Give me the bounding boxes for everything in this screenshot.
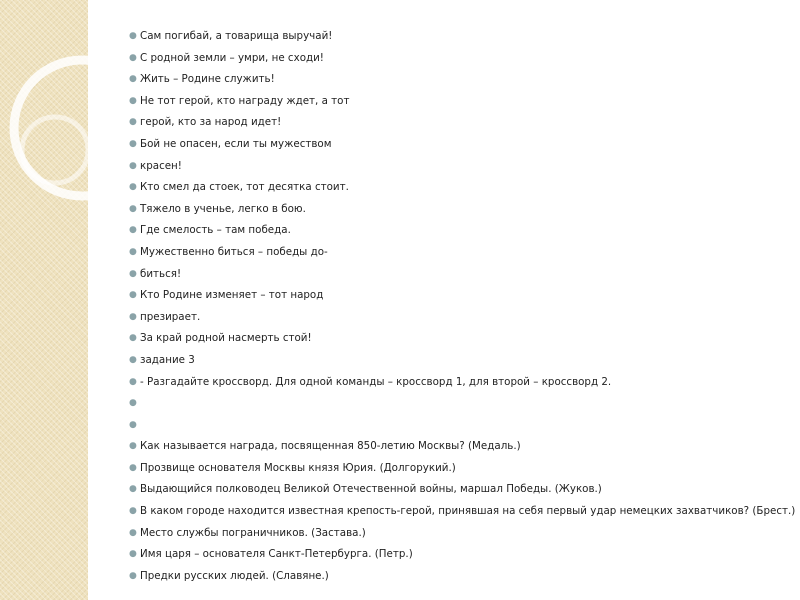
- bullet-icon: ●: [129, 398, 137, 409]
- bullet-icon: ●: [129, 225, 137, 236]
- list-item: [128, 91, 795, 113]
- decorative-rings: [0, 0, 88, 600]
- list-item: [128, 156, 795, 178]
- bullet-icon: ●: [129, 311, 137, 322]
- list-item-text: Бой не опасен, если ты мужеством: [140, 137, 332, 150]
- bullet-icon: ●: [129, 203, 137, 214]
- list-item: [128, 566, 795, 588]
- list-item: [128, 479, 795, 501]
- bullet-icon: ●: [129, 182, 137, 193]
- list-item-text: Не тот герой, кто награду ждет, а тот: [140, 94, 350, 107]
- list-item: [128, 199, 795, 221]
- bullet-icon: ●: [129, 290, 137, 301]
- bullet-list: [128, 26, 795, 587]
- list-item-text: Где смелость – там победа.: [140, 224, 291, 237]
- bullet-icon: ●: [129, 74, 137, 85]
- list-item: [128, 177, 795, 199]
- list-item-text: С родной земли – умри, не сходи!: [140, 51, 324, 64]
- list-item: [128, 134, 795, 156]
- list-item: [128, 69, 795, 91]
- list-item: [128, 220, 795, 242]
- list-item: [128, 307, 795, 329]
- list-item: [128, 48, 795, 70]
- list-item-text: герой, кто за народ идет!: [140, 116, 282, 129]
- bullet-icon: ●: [129, 484, 137, 495]
- bullet-icon: ●: [129, 268, 137, 279]
- bullet-icon: ●: [129, 462, 137, 473]
- list-item: [128, 242, 795, 264]
- bullet-icon: ●: [129, 570, 137, 581]
- list-item-text: Выдающийся полководец Великой Отечественной войны, маршал Победы. (Жуков.): [140, 483, 602, 496]
- decorative-side-panel: [0, 0, 88, 600]
- bullet-icon: ●: [129, 246, 137, 257]
- list-item-text: Кто смел да стоек, тот десятка стоит.: [140, 181, 349, 194]
- list-item-text: красен!: [140, 159, 182, 172]
- bullet-icon: ●: [129, 441, 137, 452]
- bullet-icon: ●: [129, 160, 137, 171]
- panel-divider: [88, 0, 89, 600]
- list-item: [128, 523, 795, 545]
- list-item-text: Место службы пограничников. (Застава.): [140, 526, 366, 539]
- bullet-icon: ●: [129, 376, 137, 387]
- list-item-text: презирает.: [140, 310, 201, 323]
- bullet-icon: ●: [129, 52, 137, 63]
- list-item: [128, 328, 795, 350]
- list-item-text: Мужественно биться – победы до-: [140, 245, 328, 258]
- list-item-text: За край родной насмерть стой!: [140, 332, 312, 345]
- small-ring: [22, 117, 88, 183]
- list-item-text: В каком городе находится известная крепость-герой, принявшая на себя первый удар немецких захватчиков? (Брест.): [140, 505, 796, 518]
- list-item: [128, 544, 795, 566]
- list-item: [128, 372, 795, 394]
- bullet-icon: ●: [129, 138, 137, 149]
- bullet-icon: ●: [129, 31, 137, 41]
- list-item: [128, 415, 795, 437]
- list-item-text: задание 3: [140, 353, 195, 366]
- list-item-text: Тяжело в ученье, легко в бою.: [140, 202, 306, 215]
- list-item-text: биться!: [140, 267, 182, 280]
- list-item: [128, 458, 795, 480]
- bullet-icon: ●: [129, 506, 137, 517]
- bullet-icon: ●: [129, 527, 137, 538]
- list-item: [128, 285, 795, 307]
- list-item-text: Как называется награда, посвященная 850-летию Москвы? (Медаль.): [140, 440, 521, 453]
- list-item-text: Прозвище основателя Москвы князя Юрия. (Долгорукий.): [140, 461, 456, 474]
- list-item: [128, 393, 795, 415]
- list-item-text: Кто Родине изменяет – тот народ: [140, 289, 324, 302]
- list-item: [128, 350, 795, 372]
- bullet-icon: ●: [129, 117, 137, 128]
- bullet-icon: ●: [129, 549, 137, 560]
- list-item: [128, 264, 795, 286]
- list-item-text: - Разгадайте кроссворд. Для одной команды – кроссворд 1, для второй – кроссворд 2.: [140, 375, 612, 388]
- list-item-text: Сам погибай, а товарища выручай!: [140, 30, 333, 42]
- list-item-text: Предки русских людей. (Славяне.): [140, 569, 329, 582]
- list-item: [128, 112, 795, 134]
- bullet-icon: ●: [129, 354, 137, 365]
- bullet-icon: ●: [129, 333, 137, 344]
- list-item-text: Имя царя – основателя Санкт-Петербурга. (Петр.): [140, 548, 413, 561]
- list-item: [128, 501, 795, 523]
- list-item: [128, 26, 795, 48]
- list-item-text: Жить – Родине служить!: [140, 73, 275, 86]
- bullet-icon: ●: [129, 95, 137, 106]
- bullet-icon: ●: [129, 419, 137, 430]
- list-item: [128, 436, 795, 458]
